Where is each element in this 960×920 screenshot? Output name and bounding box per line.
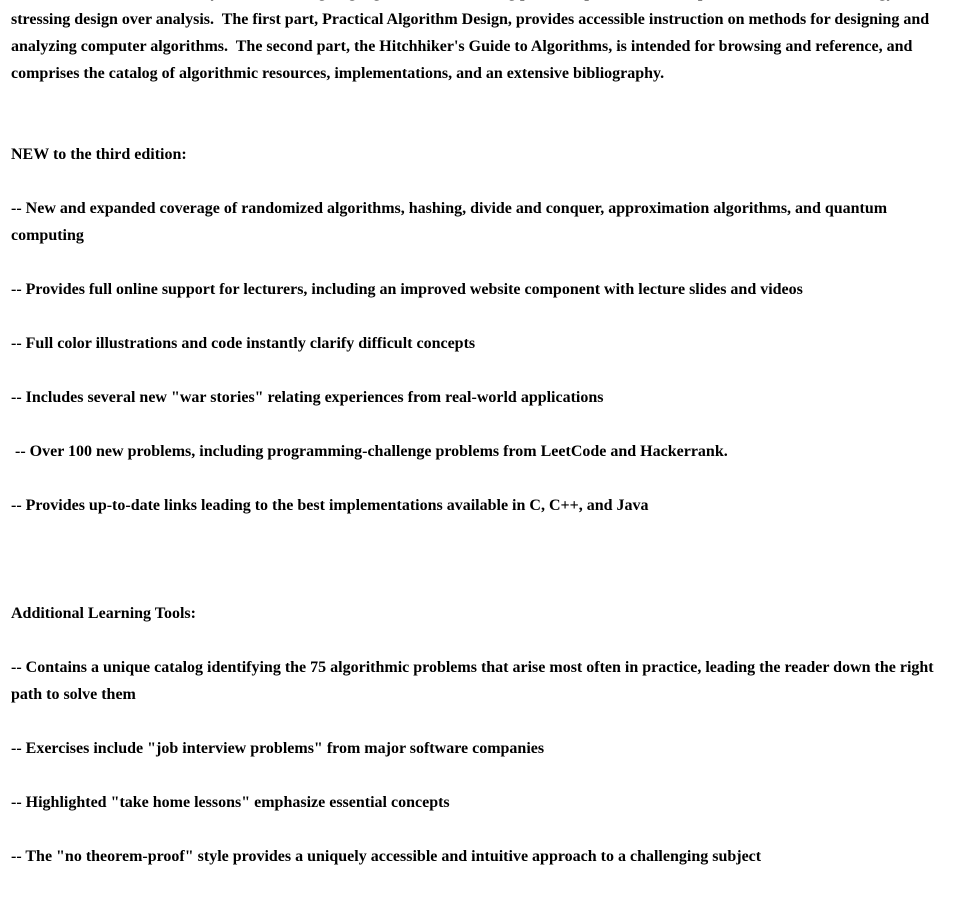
spacer xyxy=(11,465,936,492)
learning-tools-item: -- Highlighted "take home lessons" emphasize essential concepts xyxy=(11,794,450,811)
spacer xyxy=(11,816,936,843)
spacer xyxy=(11,168,936,195)
spacer xyxy=(11,303,936,330)
new-edition-item: -- Includes several new "war stories" relating experiences from real-world applications xyxy=(11,389,604,406)
spacer xyxy=(11,411,936,438)
new-edition-item: -- Full color illustrations and code instantly clarify difficult concepts xyxy=(11,335,476,352)
spacer xyxy=(11,87,936,141)
spacer xyxy=(11,357,936,384)
learning-tools-heading: Additional Learning Tools: xyxy=(11,605,196,622)
new-edition-heading: NEW to the third edition: xyxy=(11,146,187,163)
spacer xyxy=(11,249,936,276)
learning-tools-item: -- Exercises include "job interview problems" from major software companies xyxy=(11,740,545,757)
spacer xyxy=(11,708,936,735)
spacer xyxy=(11,627,936,654)
new-edition-item: -- Provides full online support for lecturers, including an improved website component with lecture slides and videos xyxy=(11,281,803,298)
description-content xyxy=(11,0,936,870)
learning-tools-item: -- Contains a unique catalog identifying the 75 algorithmic problems that arise most often in practice, leading the reader down the right path to solve them xyxy=(11,659,938,703)
spacer xyxy=(11,519,936,600)
new-edition-item: -- Provides up-to-date links leading to the best implementations available in C, C++, and Java xyxy=(11,497,649,514)
spacer xyxy=(11,762,936,789)
new-edition-item: -- Over 100 new problems, including programming-challenge problems from LeetCode and Hackerrank. xyxy=(11,443,728,460)
learning-tools-item: -- The "no theorem-proof" style provides a uniquely accessible and intuitive approach to a challenging subject xyxy=(11,848,762,865)
intro-paragraph: stressing design over analysis. The first part, Practical Algorithm Design, provides accessible instruction on methods for designing and analyzing computer algorithms. The second part, the Hitchhiker's Guide to Algorithms, is intended for browsing and reference, and comprises the catalog of algorithmic resources, implementations, and an extensive bibliography. xyxy=(11,11,930,82)
new-edition-item: -- New and expanded coverage of randomized algorithms, hashing, divide and conquer, approximation algorithms, and quantum computing xyxy=(11,200,892,244)
